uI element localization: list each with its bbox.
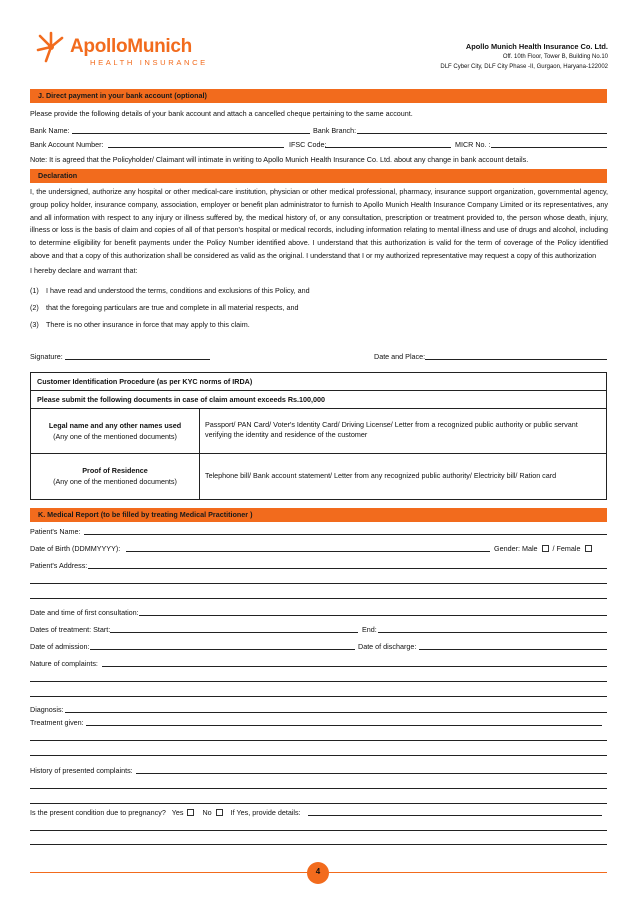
treatment-given-label: Treatment given: (30, 718, 84, 727)
female-label: / Female (552, 544, 581, 553)
discharge-field[interactable] (419, 649, 607, 650)
pregnancy-details-field[interactable] (308, 815, 602, 816)
dob-label: Date of Birth (DDMMYYYY): (30, 544, 121, 553)
warrant-point-2-text: that the foregoing particulars are true and complete in all material respects, and (46, 303, 299, 312)
kyc-subtitle-row (31, 391, 606, 409)
signature-label: Signature: (30, 352, 63, 361)
kyc-title: Customer Identification Procedure (as per KYC norms of IRDA) (37, 377, 253, 386)
history-label: History of presented complaints: (30, 766, 133, 775)
account-number-label: Bank Account Number: (30, 140, 104, 149)
section-k-header (30, 508, 607, 522)
diagnosis-label: Diagnosis: (30, 705, 64, 714)
declaration-title: Declaration (38, 171, 78, 180)
admission-label: Date of admission: (30, 642, 90, 651)
gender-block (494, 544, 594, 553)
section-j-title: J. Direct payment in your bank account (optional) (38, 91, 207, 100)
history-line-3[interactable] (30, 803, 607, 804)
apollo-munich-logo (34, 28, 214, 68)
footer-rule-left (30, 872, 307, 873)
ifsc-label: IFSC Code: (289, 140, 327, 149)
warrant-intro: I hereby declare and warrant that: (30, 266, 138, 275)
gender-label: Gender: Male (494, 544, 538, 553)
discharge-label: Date of discharge: (358, 642, 417, 651)
admission-field[interactable] (90, 649, 355, 650)
warrant-point-2-number: (2) (30, 303, 39, 312)
patient-name-label: Patient's Name: (30, 527, 81, 536)
pregnancy-no-checkbox[interactable] (216, 809, 223, 816)
history-line-2[interactable] (30, 788, 607, 789)
treatment-start-field[interactable] (110, 632, 358, 633)
history-field[interactable] (136, 773, 607, 774)
details-label: If Yes, provide details: (230, 808, 301, 817)
kyc-table (30, 372, 607, 500)
treatment-given-field[interactable] (86, 725, 602, 726)
kyc-identity-note: (Any one of the mentioned documents) (53, 432, 177, 441)
patient-name-field[interactable] (84, 534, 607, 535)
complaints-line-2[interactable] (30, 681, 607, 682)
section-j-header (30, 89, 607, 103)
logo-tagline: HEALTH INSURANCE (90, 58, 208, 67)
bank-branch-label: Bank Branch: (313, 126, 357, 135)
patient-address-label: Patient's Address: (30, 561, 88, 570)
bank-branch-field[interactable] (357, 133, 607, 134)
kyc-residence-note: (Any one of the mentioned documents) (53, 477, 177, 486)
warrant-point-3-text: There is no other insurance in force that may apply to this claim. (46, 320, 250, 329)
date-place-field[interactable] (425, 359, 607, 360)
page-number: 4 (315, 867, 321, 876)
pregnancy-label: Is the present condition due to pregnancy? (30, 808, 166, 817)
kyc-residence-label: Proof of Residence (82, 466, 148, 475)
address-line-2: DLF Cyber City, DLF City Phase -II, Gurgaon, Haryana-122002 (440, 64, 608, 70)
pregnancy-yes-checkbox[interactable] (187, 809, 194, 816)
kyc-subtitle: Please submit the following documents in case of claim amount exceeds Rs.100,000 (37, 395, 325, 404)
ifsc-field[interactable] (325, 147, 451, 148)
pregnancy-details-line-2[interactable] (30, 830, 607, 831)
complaints-field[interactable] (102, 666, 607, 667)
sunburst-logo-icon (34, 30, 68, 64)
complaints-label: Nature of complaints: (30, 659, 98, 668)
first-consultation-field[interactable] (139, 615, 607, 616)
warrant-point-3-number: (3) (30, 320, 39, 329)
kyc-identity-docs: Passport/ PAN Card/ Voter's Identity Card/ Driving License/ Letter from a recognized public authority or public servant verifying the identity and residence of the customer (205, 420, 578, 439)
kyc-residence-docs: Telephone bill/ Bank account statement/ Letter from any recognized public authority/ Electricity bill/ Ration card (205, 471, 557, 480)
kyc-identity-label: Legal name and any other names used (48, 421, 182, 430)
treatment-start-label: Dates of treatment: Start: (30, 625, 111, 634)
warrant-point-1-number: (1) (30, 286, 39, 295)
date-place-label: Date and Place: (374, 352, 426, 361)
first-consultation-label: Date and time of first consultation: (30, 608, 139, 617)
account-number-field[interactable] (108, 147, 284, 148)
female-checkbox[interactable] (585, 545, 592, 552)
address-line-1: Off. 10th Floor, Tower B, Building No.10 (502, 54, 608, 60)
dob-field[interactable] (126, 551, 490, 552)
male-checkbox[interactable] (542, 545, 549, 552)
bank-change-note: Note: It is agreed that the Policyholder/ Claimant will intimate in writing to Apollo Munich Health Insurance Co. Ltd. about any change in bank account details. (30, 155, 529, 164)
warrant-point-1-text: I have read and understood the terms, conditions and exclusions of this Policy, and (46, 286, 310, 295)
kyc-row-identity (31, 409, 606, 454)
footer-rule-right (329, 872, 607, 873)
section-k-title: K. Medical Report (to be filled by treating Medical Practitioner ) (38, 510, 253, 519)
page-number-badge (307, 862, 329, 884)
declaration-body: I, the undersigned, authorize any hospital or other medical-care institution, physician or other medical professional, pharmacy, insurance support organization, governmental agency, group policy holder, insurance company, association, employer or benefit plan administrator to furnish to Apollo Munich Health Insurance Company Limited or its representatives, any and all information with respect to any injury or illness suffered by, the medical history of, or any consultation, prescription or treatment provided to, the person whose death, injury, illness or loss is the basis of claim and copies of all of that person's hospital or medical records, including information relating to mental illness and use of drugs and alcohol, including to determine eligibility for benefit payments under the Policy Number identified above. I understand that this authorization is valid for the term of coverage of the Policy identified above and that a copy of this authorization shall be considered as valid as the original. I understand that I or my authorized representative may request a copy of this authorization (30, 187, 608, 260)
diagnosis-field[interactable] (65, 712, 607, 713)
no-label: No (202, 808, 212, 817)
patient-address-line-2[interactable] (30, 583, 607, 584)
micr-field[interactable] (491, 147, 607, 148)
pregnancy-block (30, 808, 301, 817)
pregnancy-details-line-3[interactable] (30, 844, 607, 845)
kyc-row-residence (31, 454, 606, 500)
bank-name-label: Bank Name: (30, 126, 70, 135)
patient-address-line-3[interactable] (30, 598, 607, 599)
logo-name: ApolloMunich (70, 36, 192, 57)
treatment-line-3[interactable] (30, 755, 607, 756)
bank-intro-text: Please provide the following details of your bank account and attach a cancelled cheque pertaining to the same account. (30, 109, 413, 118)
treatment-line-2[interactable] (30, 740, 607, 741)
company-address-block (440, 42, 608, 72)
patient-address-field[interactable] (88, 568, 607, 569)
yes-label: Yes (171, 808, 184, 817)
treatment-end-field[interactable] (378, 632, 607, 633)
signature-field[interactable] (65, 359, 210, 360)
complaints-line-3[interactable] (30, 696, 607, 697)
declaration-header (30, 169, 607, 183)
treatment-end-label: End: (362, 625, 377, 634)
bank-name-field[interactable] (72, 133, 310, 134)
kyc-title-row (31, 373, 606, 391)
micr-label: MICR No. : (455, 140, 491, 149)
company-name: Apollo Munich Health Insurance Co. Ltd. (465, 42, 608, 51)
